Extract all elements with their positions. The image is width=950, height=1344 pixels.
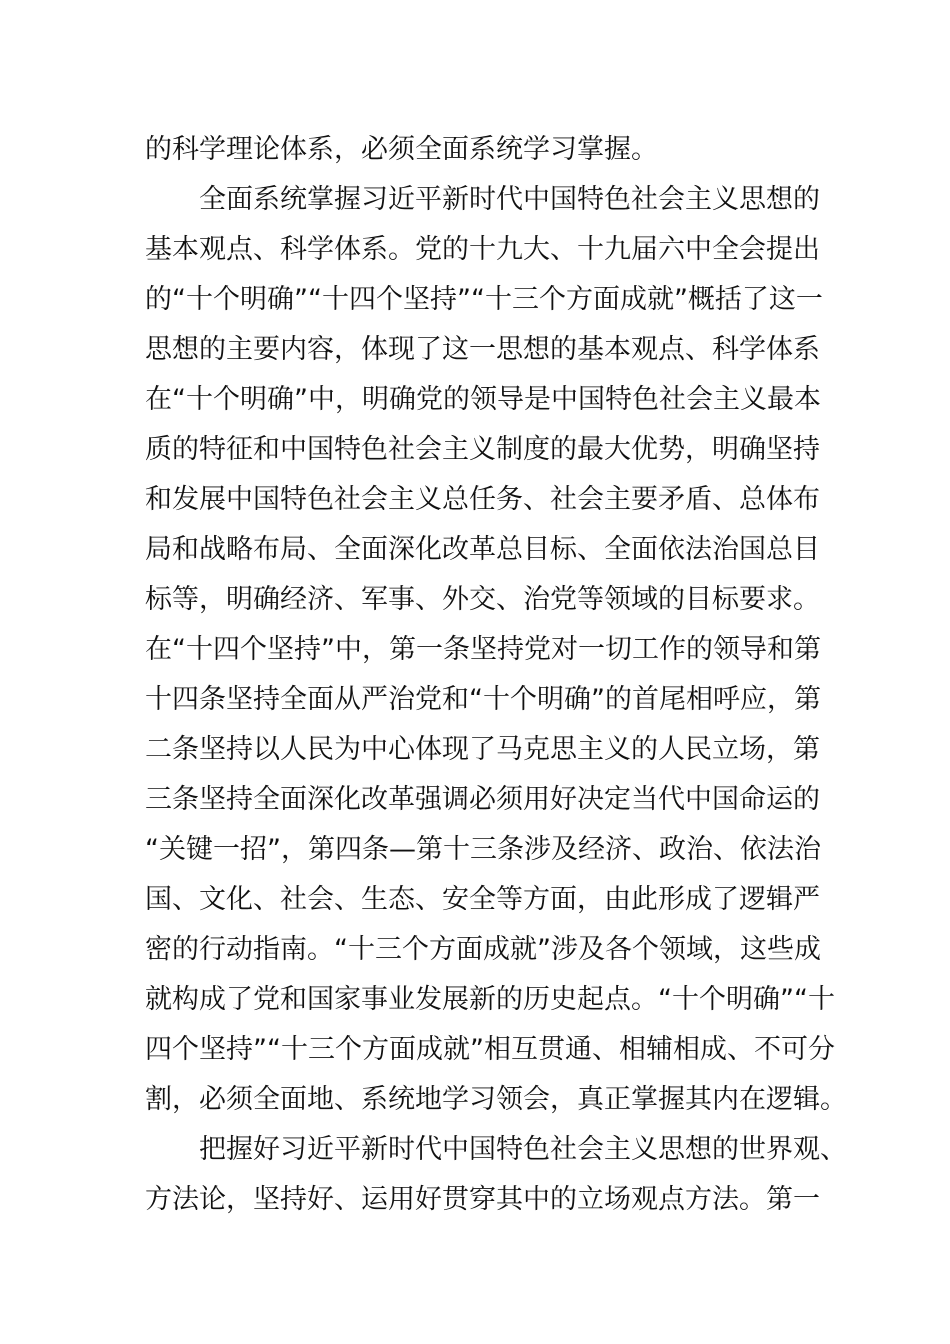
text-line: 标等，明确经济、军事、外交、治党等领域的目标要求。	[145, 584, 820, 615]
text-line: 在“十个明确”中，明确党的领导是中国特色社会主义最本	[145, 384, 821, 415]
text-line: 和发展中国特色社会主义总任务、社会主要矛盾、总体布	[145, 484, 820, 515]
body-text	[145, 125, 847, 1225]
text-line: 国、文化、社会、生态、安全等方面，由此形成了逻辑严	[145, 884, 820, 915]
text-line: 四个坚持”“十三个方面成就”相互贯通、相辅相成、不可分	[145, 1034, 835, 1065]
text-line: “关键一招”，第四条—第十三条涉及经济、政治、依法治	[145, 834, 821, 865]
text-line: 的“十个明确”“十四个坚持”“十三个方面成就”概括了这一	[145, 284, 823, 315]
text-line: 割，必须全面地、系统地学习领会，真正掌握其内在逻辑。	[145, 1084, 847, 1115]
text-line: 就构成了党和国家事业发展新的历史起点。“十个明确”“十	[145, 984, 835, 1015]
text-line: 密的行动指南。“十三个方面成就”涉及各个领域，这些成	[145, 934, 821, 965]
text-line: 质的特征和中国特色社会主义制度的最大优势，明确坚持	[145, 434, 820, 465]
text-line: 全面系统掌握习近平新时代中国特色社会主义思想的	[145, 184, 820, 215]
text-line: 的科学理论体系，必须全面系统学习掌握。	[145, 134, 658, 165]
text-line: 二条坚持以人民为中心体现了马克思主义的人民立场，第	[145, 734, 820, 765]
text-line: 基本观点、科学体系。党的十九大、十九届六中全会提出	[145, 234, 820, 265]
text-line: 在“十四个坚持”中，第一条坚持党对一切工作的领导和第	[145, 634, 821, 665]
text-line: 思想的主要内容，体现了这一思想的基本观点、科学体系	[145, 334, 820, 365]
text-line: 三条坚持全面深化改革强调必须用好决定当代中国命运的	[145, 784, 820, 815]
text-line: 十四条坚持全面从严治党和“十个明确”的首尾相呼应，第	[145, 684, 821, 715]
text-line: 方法论，坚持好、运用好贯穿其中的立场观点方法。第一	[145, 1184, 820, 1215]
text-line: 把握好习近平新时代中国特色社会主义思想的世界观、	[145, 1134, 847, 1165]
text-line: 局和战略布局、全面深化改革总目标、全面依法治国总目	[145, 534, 820, 565]
